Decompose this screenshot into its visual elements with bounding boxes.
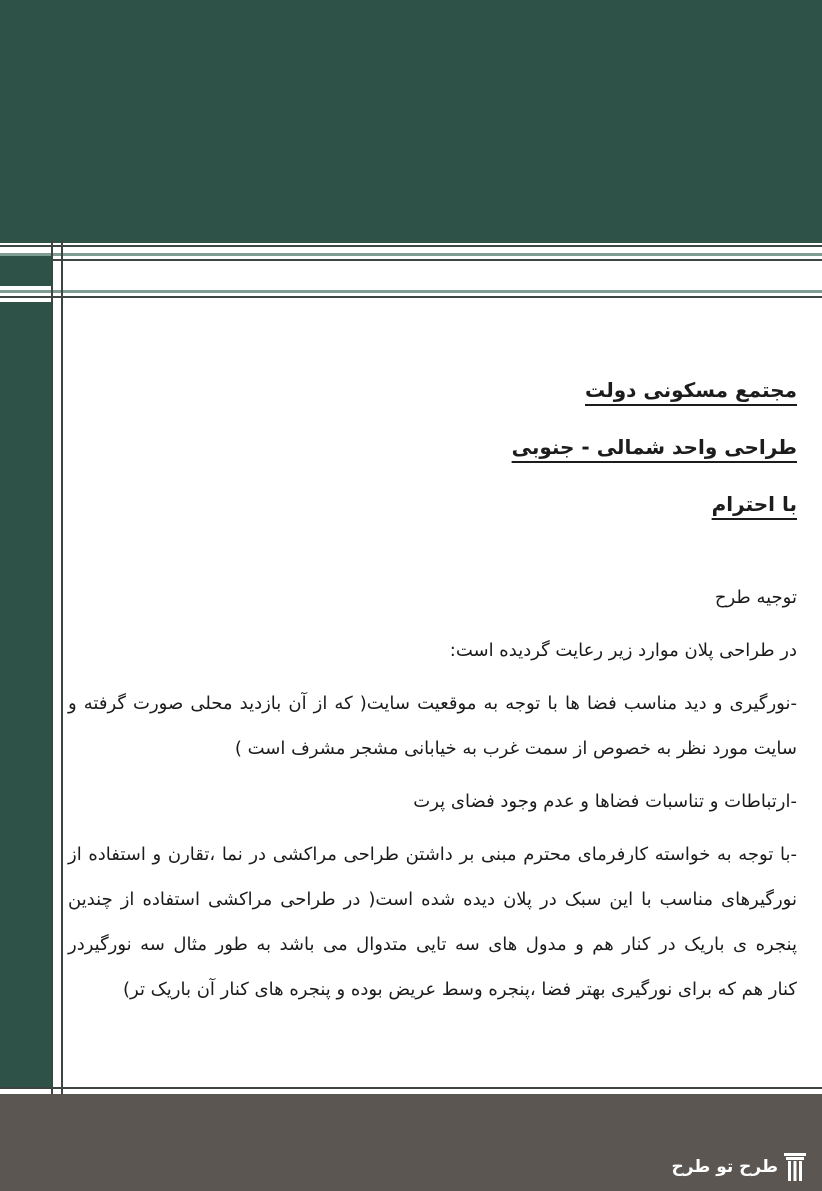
paragraph xyxy=(68,681,797,771)
classical-column-icon xyxy=(784,1153,806,1181)
header-rule-dark-upper xyxy=(0,259,822,261)
paragraph xyxy=(68,832,797,1012)
paragraph-line: در طراحی پلان موارد زیر رعایت گردیده است: xyxy=(449,640,797,661)
header-rule-dark-lower xyxy=(0,296,822,298)
brand-mark xyxy=(671,1153,806,1181)
paragraph-line: پنجره ی باریک در کنار هم و مدول های سه تایی متدوال می باشد به طور مثال سه نورگیردر xyxy=(68,934,797,955)
left-teal-column xyxy=(0,256,51,1087)
footer-strip xyxy=(0,1094,822,1191)
vertical-rule-inner xyxy=(51,240,53,1094)
header-teal-block xyxy=(0,0,822,243)
left-column-white-gap xyxy=(0,286,51,302)
document-body xyxy=(68,575,797,1020)
paragraph xyxy=(68,779,797,824)
paragraph-line: توجیه طرح xyxy=(714,587,797,608)
paragraph-line: سایت مورد نظر به خصوص از سمت غرب به خیابانی مشجر مشرف است ) xyxy=(234,738,797,759)
paragraph xyxy=(68,628,797,673)
paragraph-line: -با توجه به خواسته کارفرمای محترم مبنی بر داشتن طراحی مراکشی در نما ،تقارن و استفاده از xyxy=(68,844,797,865)
heading-line: طراحی واحد شمالی - جنوبی xyxy=(511,435,797,459)
header-rule-top xyxy=(0,245,822,247)
paragraph-line: -نورگیری و دید مناسب فضا ها با توجه به موقعیت سایت( که از آن بازدید محلی صورت گرفته و xyxy=(68,693,797,714)
paragraph-line: کنار هم که برای نورگیری بهتر فضا ،پنجره وسط عریض بوده و پنجره های کنار آن باریک تر) xyxy=(123,979,797,1000)
header-rule-accent-upper xyxy=(0,253,822,256)
paragraph-line: -ارتباطات و تناسبات فضاها و عدم وجود فضای پرت xyxy=(413,791,797,812)
document-headings xyxy=(68,362,797,533)
header-rule-accent-lower xyxy=(0,290,822,293)
vertical-rule-outer xyxy=(61,240,63,1094)
heading-line: مجتمع مسکونی دولت xyxy=(585,378,797,402)
paragraph-line: نورگیرهای مناسب با این سبک در پلان دیده شده است( در طراحی مراکشی استفاده از چندین xyxy=(68,889,797,910)
brand-label: طرح تو طرح xyxy=(671,1157,778,1177)
heading-line: با احترام xyxy=(711,492,797,516)
footer-rule xyxy=(0,1087,822,1089)
paragraph xyxy=(68,575,797,620)
